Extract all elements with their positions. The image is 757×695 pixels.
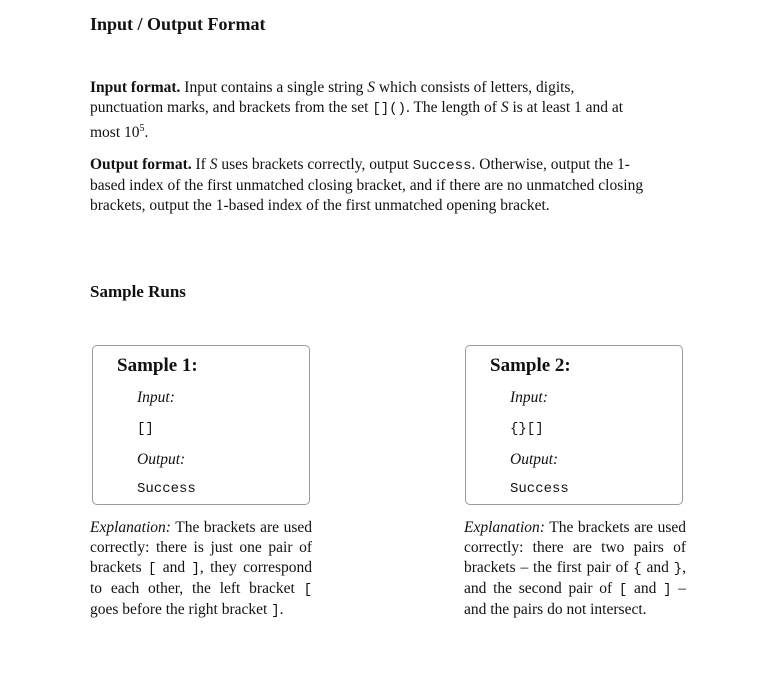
output-value: Success (510, 481, 569, 497)
section-heading-io: Input / Output Format (90, 14, 266, 34)
explanation-label: Explanation: (464, 519, 545, 536)
section-heading-samples: Sample Runs (90, 282, 186, 301)
output-value: Success (137, 481, 196, 497)
input-label: Input: (137, 389, 175, 406)
sample-title: Sample 2: (490, 355, 571, 376)
var-s: S (367, 79, 376, 96)
text: is at least 1 and at most 10 (90, 99, 624, 142)
text: , they correspond to each other, the left bracket (90, 559, 312, 597)
text: . (144, 124, 149, 142)
text: – and the pairs do not intersect. (464, 580, 687, 618)
bracket: ] (191, 561, 200, 577)
exponent: 5 (139, 123, 145, 134)
text: uses brackets correctly, output (217, 156, 413, 173)
bracket: [ (303, 582, 312, 598)
sample-box-2 (465, 345, 683, 505)
text: The brackets are used correctly: there is just one pair of brackets (90, 519, 312, 576)
output-format-label: Output format. (90, 156, 192, 173)
input-format-label: Input format. (90, 79, 181, 96)
bracket: [ (618, 582, 628, 598)
var-s: S (209, 156, 218, 173)
sample-explanation-2 (464, 518, 686, 620)
sample-explanation-1 (90, 518, 312, 621)
text: which consists of letters, digits, punctuation marks, and brackets from the set (90, 79, 575, 116)
text: . (279, 601, 284, 618)
text: , and the second pair of (464, 559, 686, 597)
bracket: } (673, 561, 683, 577)
text: goes before the right bracket (90, 601, 272, 618)
input-format-paragraph (90, 78, 650, 143)
sample-box-1 (92, 345, 310, 505)
output-format-paragraph (90, 155, 650, 216)
success-keyword: Success (412, 158, 472, 174)
output-label: Output: (137, 451, 186, 468)
text: If (191, 156, 210, 173)
text: and (641, 559, 674, 576)
text: and (627, 580, 664, 597)
var-s: S (500, 99, 509, 116)
input-label: Input: (510, 389, 548, 406)
text: The brackets are used correctly: there are two pairs of brackets – the first pair of (464, 519, 686, 576)
bracket: [ (147, 561, 157, 577)
text: . Otherwise, output the 1-based index of the first unmatched closing bracket, and if there are no unmatched closing brackets, output the 1-based index of the first unmatched opening bracket. (90, 156, 644, 214)
bracket: { (633, 561, 642, 577)
bracket-set: []() (372, 101, 406, 117)
input-value: {}[] (510, 421, 544, 437)
bracket: ] (663, 582, 672, 598)
input-value: [] (137, 421, 154, 437)
text: . The length of (405, 99, 501, 116)
bracket: ] (271, 603, 280, 619)
output-label: Output: (510, 451, 559, 468)
text: and (156, 559, 192, 576)
sample-title: Sample 1: (117, 355, 198, 376)
explanation-label: Explanation: (90, 519, 171, 536)
text: Input contains a single string (180, 79, 368, 96)
